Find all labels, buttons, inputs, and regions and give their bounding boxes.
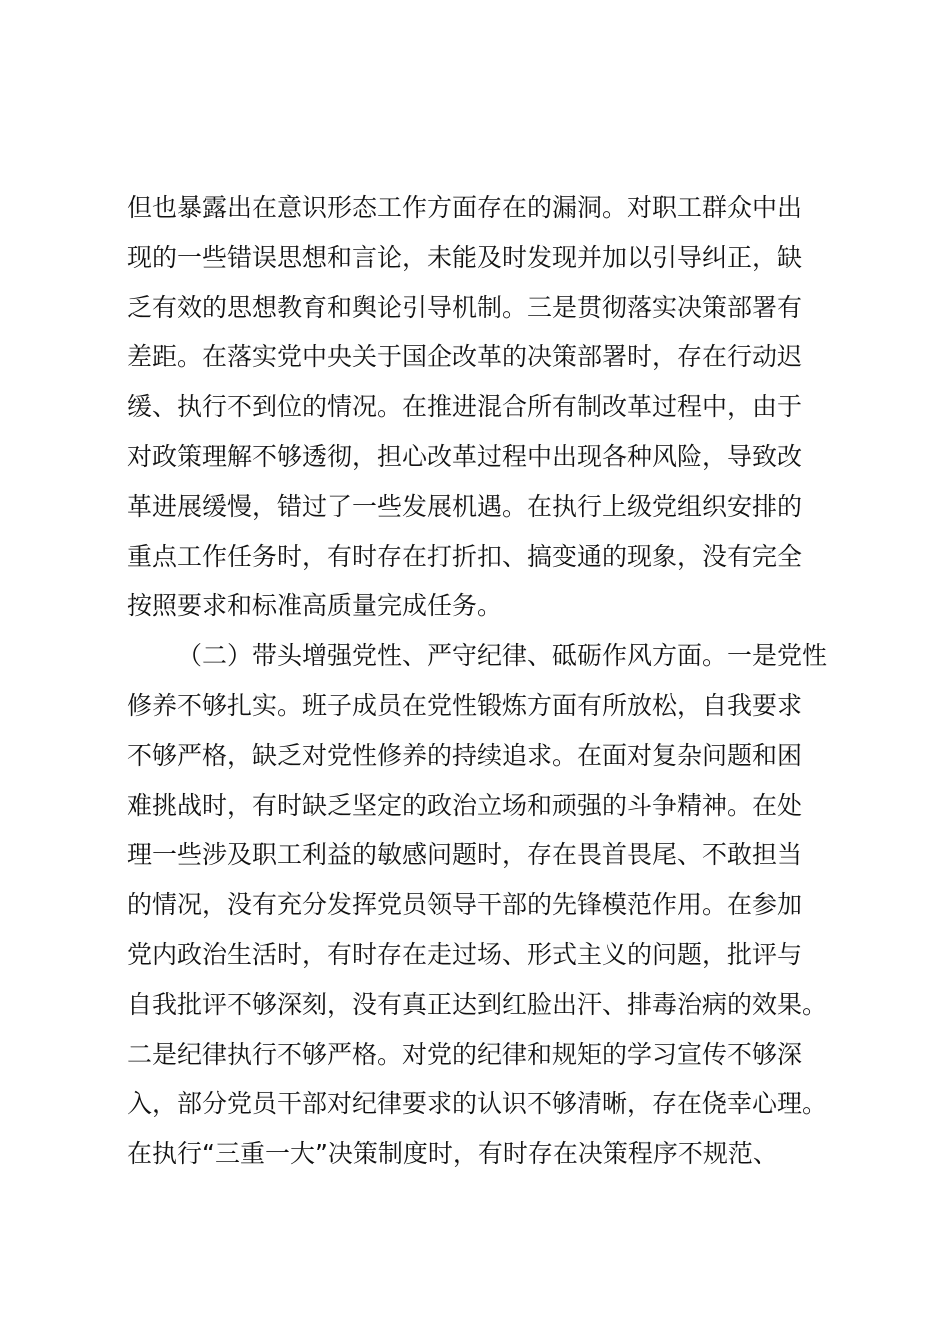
text-line: 乏有效的思想教育和舆论引导机制。三是贯彻落实决策部署有 — [127, 292, 803, 322]
text-line: 自我批评不够深刻，没有真正达到红脸出汗、排毒治病的效果。 — [127, 989, 828, 1019]
text-line: 二是纪律执行不够严格。对党的纪律和规矩的学习宣传不够深 — [127, 1039, 803, 1069]
text-line: 党内政治生活时，有时存在走过场、形式主义的问题，批评与 — [127, 939, 803, 969]
text-line: 的情况，没有充分发挥党员领导干部的先锋模范作用。在参加 — [127, 890, 803, 920]
text-line: 差距。在落实党中央关于国企改革的决策部署时，存在行动迟 — [127, 342, 803, 372]
text-line: 在执行“三重一大”决策制度时，有时存在决策程序不规范、 — [127, 1139, 778, 1169]
text-line: 难挑战时，有时缺乏坚定的政治立场和顽强的斗争精神。在处 — [127, 790, 803, 820]
text-line: 对政策理解不够透彻，担心改革过程中出现各种风险，导致改 — [127, 441, 803, 471]
text-line: 修养不够扎实。班子成员在党性锻炼方面有所放松，自我要求 — [127, 690, 803, 720]
text-line: 但也暴露出在意识形态工作方面存在的漏洞。对职工群众中出 — [127, 193, 803, 222]
text-line: 理一些涉及职工利益的敏感问题时，存在畏首畏尾、不敢担当 — [127, 840, 803, 870]
text-line: 不够严格，缺乏对党性修养的持续追求。在面对复杂问题和困 — [127, 740, 803, 770]
text-line: 入，部分党员干部对纪律要求的认识不够清晰，存在侥幸心理。 — [127, 1089, 828, 1119]
text-line: 现的一些错误思想和言论，未能及时发现并加以引导纠正，缺 — [127, 242, 803, 272]
section-heading-line: （二）带头增强党性、严守纪律、砥砺作风方面。一是党性 — [177, 641, 828, 671]
text-line: 重点工作任务时，有时存在打折扣、搞变通的现象，没有完全 — [127, 541, 803, 571]
body-text — [127, 183, 847, 1179]
text-line: 按照要求和标准高质量完成任务。 — [127, 591, 503, 621]
text-line: 缓、执行不到位的情况。在推进混合所有制改革过程中，由于 — [127, 392, 803, 422]
text-line: 革进展缓慢，错过了一些发展机遇。在执行上级党组织安排的 — [127, 491, 803, 521]
